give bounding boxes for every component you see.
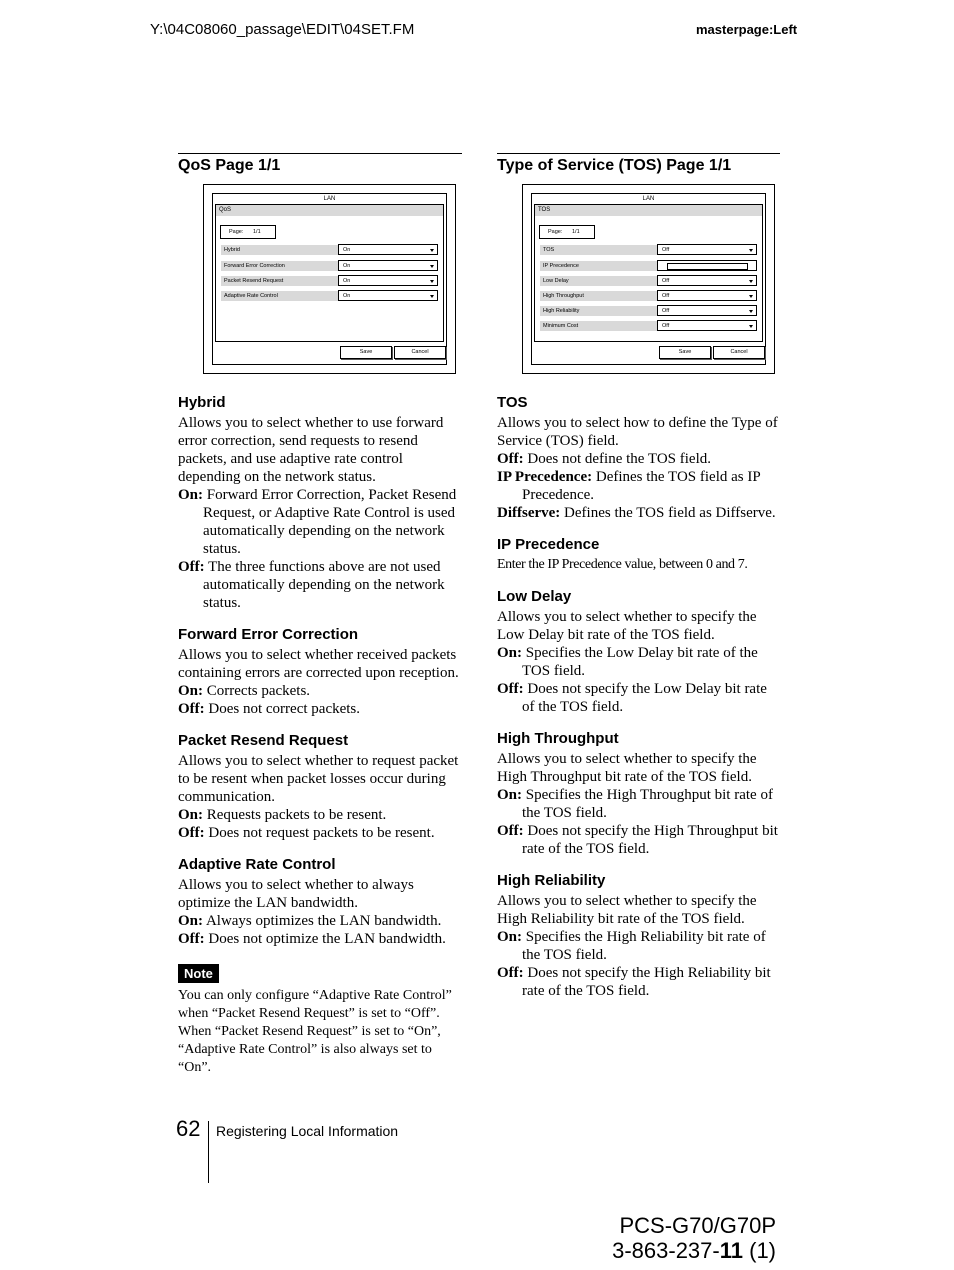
high-reliability-description: Allows you to select whether to specify the High Reliability bit rate of the TOS field. <box>497 893 757 927</box>
tos-off-definition <box>497 450 783 468</box>
definition-text: Always optimizes the LAN bandwidth. <box>203 913 442 929</box>
low-delay-select[interactable] <box>657 275 757 286</box>
prr-on-definition <box>178 806 464 824</box>
definition-text: Does not optimize the LAN bandwidth. <box>204 931 446 947</box>
setting-label: Minimum Cost <box>540 321 661 331</box>
model-info <box>612 1213 776 1263</box>
hybrid-heading: Hybrid <box>178 394 226 411</box>
high-reliability-on-definition <box>497 928 783 964</box>
definition-text: Specifies the High Reliability bit rate of the TOS field. <box>522 929 766 963</box>
arc-off-definition <box>178 930 464 948</box>
prr-off-definition <box>178 824 464 842</box>
term: Off: <box>497 681 524 697</box>
arc-heading: Adaptive Rate Control <box>178 856 336 873</box>
tos-screen-window <box>531 193 766 365</box>
setting-label: High Reliability <box>540 306 661 316</box>
note-badge: Note <box>178 964 219 983</box>
high-reliability-off-definition <box>497 964 783 1000</box>
qos-screen-window <box>212 193 447 365</box>
setting-label: Hybrid <box>221 245 342 255</box>
term: IP Precedence: <box>497 469 593 485</box>
definition-text: The three functions above are not used automatically depending on the network status. <box>203 559 445 611</box>
left-column <box>178 394 464 1077</box>
model-revision: 11 <box>719 1238 743 1263</box>
minimum-cost-select[interactable] <box>657 320 757 331</box>
model-code-suffix: (1) <box>743 1238 776 1263</box>
panel-header: QoS <box>216 205 443 216</box>
select-value: Off <box>662 293 670 299</box>
definition-text: Does not correct packets. <box>204 701 361 717</box>
setting-label: TOS <box>540 245 661 255</box>
window-title: LAN <box>323 196 336 202</box>
setting-row-arc <box>221 290 438 302</box>
definition-text: Does not specify the Low Delay bit rate of the TOS field. <box>522 681 767 715</box>
arc-select[interactable] <box>338 290 438 301</box>
prr-select[interactable] <box>338 275 438 286</box>
setting-row-ip-precedence <box>540 260 757 272</box>
select-value: Off <box>662 323 670 329</box>
setting-row-prr <box>221 275 438 287</box>
dropdown-arrow-icon <box>749 249 753 252</box>
select-value: On <box>343 247 351 253</box>
term: On: <box>178 487 204 503</box>
tos-panel <box>534 204 763 342</box>
setting-label: High Throughput <box>540 291 661 301</box>
select-value: On <box>343 278 351 284</box>
text-box <box>667 263 748 270</box>
dropdown-arrow-icon <box>430 249 434 252</box>
term: On: <box>497 929 523 945</box>
term: On: <box>497 787 523 803</box>
footer-divider <box>208 1121 209 1183</box>
term: On: <box>178 913 204 929</box>
definition-text: Corrects packets. <box>203 683 311 699</box>
high-throughput-description: Allows you to select whether to specify the High Throughput bit rate of the TOS field. <box>497 751 757 785</box>
high-throughput-on-definition <box>497 786 783 822</box>
setting-row-low-delay <box>540 275 757 287</box>
hybrid-select[interactable] <box>338 244 438 255</box>
dropdown-arrow-icon <box>430 280 434 283</box>
ip-precedence-heading: IP Precedence <box>497 536 600 553</box>
term: Off: <box>178 825 205 841</box>
setting-row-fec <box>221 260 438 272</box>
setting-row-high-throughput <box>540 290 757 302</box>
high-throughput-select[interactable] <box>657 290 757 301</box>
definition-text: Requests packets to be resent. <box>203 807 387 823</box>
footer-section-name: Registering Local Information <box>216 1123 399 1139</box>
definition-text: Forward Error Correction, Packet Resend Request, or Adaptive Rate Control is used automatically depending on the network status. <box>203 487 457 557</box>
high-reliability-heading: High Reliability <box>497 872 606 889</box>
select-value: On <box>343 293 351 299</box>
term: Off: <box>497 823 524 839</box>
model-code <box>612 1238 776 1263</box>
save-button[interactable]: Save <box>659 346 711 359</box>
ip-precedence-description: Enter the IP Precedence value, between 0 and 7. <box>497 557 748 572</box>
definition-text: Specifies the Low Delay bit rate of the TOS field. <box>522 645 758 679</box>
setting-row-high-reliability <box>540 305 757 317</box>
hybrid-description: Allows you to select whether to use forward error correction, send requests to resend packets, and use adaptive rate control depending on the network status. <box>178 415 444 485</box>
low-delay-off-definition <box>497 680 783 716</box>
page-label: Page: <box>548 229 563 235</box>
tos-section-title: Type of Service (TOS) Page 1/1 <box>497 153 780 175</box>
term: On: <box>497 645 523 661</box>
fec-heading: Forward Error Correction <box>178 626 359 643</box>
page-number: 62 <box>176 1116 201 1141</box>
high-reliability-select[interactable] <box>657 305 757 316</box>
cancel-button[interactable]: Cancel <box>713 346 765 359</box>
term: On: <box>178 683 204 699</box>
definition-text: Does not request packets to be resent. <box>204 825 435 841</box>
tos-select[interactable] <box>657 244 757 255</box>
definition-text: Defines the TOS field as Diffserve. <box>560 505 776 521</box>
window-title: LAN <box>642 196 655 202</box>
definition-text: Specifies the High Throughput bit rate of the TOS field. <box>522 787 773 821</box>
setting-label: Adaptive Rate Control <box>221 291 342 301</box>
setting-label: Forward Error Correction <box>221 261 342 271</box>
fec-off-definition <box>178 700 464 718</box>
dropdown-arrow-icon <box>749 325 753 328</box>
arc-description: Allows you to select whether to always optimize the LAN bandwidth. <box>178 877 414 911</box>
note-text: You can only configure “Adaptive Rate Control” when “Packet Resend Request” is set to “Off”. When “Packet Resend Request” is set to “On”, “Adaptive Rate Control” is also always set to “On”. <box>178 988 452 1075</box>
dropdown-arrow-icon <box>430 295 434 298</box>
dropdown-arrow-icon <box>749 280 753 283</box>
term: Off: <box>178 931 205 947</box>
select-value: Off <box>662 247 670 253</box>
masterpage-label: masterpage:Left <box>696 22 798 37</box>
high-throughput-heading: High Throughput <box>497 730 619 747</box>
dropdown-arrow-icon <box>749 310 753 313</box>
model-name: PCS-G70/G70P <box>619 1213 776 1238</box>
setting-row-minimum-cost <box>540 320 757 332</box>
model-code-prefix: 3-863-237- <box>612 1238 720 1263</box>
term: Off: <box>178 559 205 575</box>
setting-row-hybrid <box>221 244 438 256</box>
fec-select[interactable] <box>338 260 438 271</box>
setting-label: IP Precedence <box>540 261 661 271</box>
dropdown-arrow-icon <box>430 265 434 268</box>
arc-on-definition <box>178 912 464 930</box>
right-column <box>497 394 783 1000</box>
qos-panel <box>215 204 444 342</box>
low-delay-description: Allows you to select whether to specify the Low Delay bit rate of the TOS field. <box>497 609 757 643</box>
prr-description: Allows you to select whether to request packet to be resent when packet losses occur during communication. <box>178 753 459 805</box>
setting-label: Packet Resend Request <box>221 276 342 286</box>
definition-text: Defines the TOS field as IP Precedence. <box>522 469 761 503</box>
select-value: Off <box>662 278 670 284</box>
tos-screen-figure <box>522 184 775 374</box>
qos-section-title: QoS Page 1/1 <box>178 153 462 175</box>
tos-heading: TOS <box>497 394 528 411</box>
tos-ip-precedence-definition <box>497 468 783 504</box>
low-delay-on-definition <box>497 644 783 680</box>
low-delay-heading: Low Delay <box>497 588 572 605</box>
select-value: Off <box>662 308 670 314</box>
dropdown-arrow-icon <box>749 295 753 298</box>
prr-heading: Packet Resend Request <box>178 732 349 749</box>
page-value: 1/1 <box>572 229 580 235</box>
definition-text: Does not specify the High Throughput bit rate of the TOS field. <box>522 823 778 857</box>
term: Diffserve: <box>497 505 561 521</box>
fec-description: Allows you to select whether received packets containing errors are corrected upon reception. <box>178 647 459 681</box>
setting-label: Low Delay <box>540 276 661 286</box>
file-path: Y:\04C08060_passage\EDIT\04SET.FM <box>150 21 415 38</box>
page-indicator <box>539 225 595 239</box>
definition-text: Does not specify the High Reliability bit rate of the TOS field. <box>522 965 771 999</box>
tos-description: Allows you to select how to define the Type of Service (TOS) field. <box>497 415 778 449</box>
high-throughput-off-definition <box>497 822 783 858</box>
panel-header: TOS <box>535 205 762 216</box>
page-indicator <box>220 225 276 239</box>
ip-precedence-input[interactable] <box>657 260 757 271</box>
term: On: <box>178 807 204 823</box>
save-button[interactable]: Save <box>340 346 392 359</box>
definition-text: Does not define the TOS field. <box>523 451 711 467</box>
fec-on-definition <box>178 682 464 700</box>
tos-diffserve-definition <box>497 504 783 522</box>
term: Off: <box>497 451 524 467</box>
hybrid-on-definition <box>178 486 464 558</box>
term: Off: <box>178 701 205 717</box>
page-label: Page: <box>229 229 244 235</box>
term: Off: <box>497 965 524 981</box>
qos-screen-figure <box>203 184 456 374</box>
select-value: On <box>343 263 351 269</box>
hybrid-off-definition <box>178 558 464 612</box>
setting-row-tos <box>540 244 757 256</box>
cancel-button[interactable]: Cancel <box>394 346 446 359</box>
page-value: 1/1 <box>253 229 261 235</box>
